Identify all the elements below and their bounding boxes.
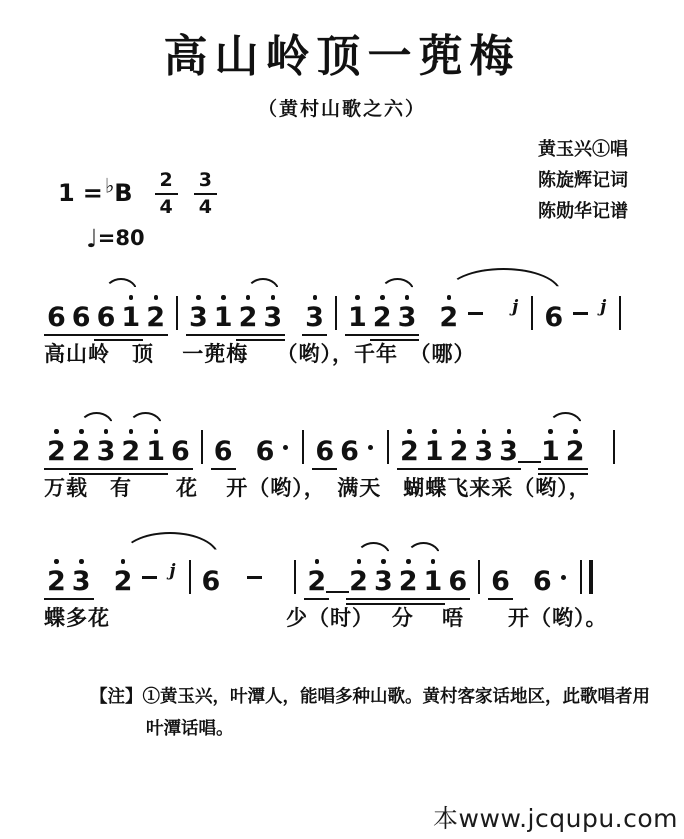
note: 6 — [201, 566, 221, 597]
footnote-line1: 【注】①黄玉兴，叶潭人，能唱多种山歌。黄村客家话地区，此歌唱者用 — [90, 686, 650, 706]
duration-dash — [142, 576, 157, 579]
octave-dot — [313, 295, 318, 300]
note: 6 — [47, 303, 66, 333]
beam-underline — [346, 598, 371, 600]
note: 6 — [491, 567, 510, 597]
beam-underline — [538, 468, 563, 470]
beam-underline — [312, 468, 337, 470]
octave-dot — [129, 429, 134, 434]
note: 1 — [214, 303, 233, 333]
key-note: B — [114, 178, 133, 207]
barline — [189, 560, 191, 594]
note: 2 — [146, 303, 165, 333]
watermark: 本www.jcqupu.com — [433, 804, 678, 833]
tempo-value: =80 — [97, 226, 145, 250]
beam-underline — [371, 598, 396, 600]
song-title: 高山岭顶一蔸梅 — [163, 31, 521, 82]
octave-dot — [246, 295, 251, 300]
beam-underline — [326, 591, 349, 593]
note: 1 — [541, 437, 560, 467]
octave-dot — [548, 429, 553, 434]
octave-dot — [221, 295, 226, 300]
music-system-2 — [44, 400, 672, 502]
meter-numerator: 2 — [155, 170, 178, 195]
beam-underline — [118, 473, 143, 475]
music-system-3 — [44, 530, 672, 632]
note: 6 — [544, 302, 564, 333]
octave-dot — [447, 295, 452, 300]
octave-dot — [54, 429, 59, 434]
flat-icon: ♭ — [104, 173, 115, 198]
beam-underline — [211, 334, 236, 336]
barline — [531, 296, 533, 330]
song-subtitle: （黄村山歌之六） — [257, 99, 426, 120]
beam-underline — [260, 334, 285, 336]
beam-underline — [371, 603, 396, 605]
beam-underline — [563, 468, 588, 470]
note: 3 — [263, 303, 282, 333]
quarter-note-icon: ♩ — [86, 224, 98, 253]
beam-underline — [518, 461, 541, 463]
note: 2 — [239, 303, 258, 333]
beam-underline — [69, 598, 94, 600]
note: 6 — [532, 566, 552, 597]
octave-dot — [355, 295, 360, 300]
key-tonic: 1 — [58, 178, 75, 207]
beam-underline — [236, 334, 261, 336]
time-signature-first — [155, 170, 178, 217]
beam-underline — [563, 473, 588, 475]
octave-dot — [79, 429, 84, 434]
barline — [302, 430, 304, 464]
spacer — [329, 560, 346, 590]
barline — [335, 296, 337, 330]
music-system-1 — [44, 266, 672, 368]
octave-dot — [381, 559, 386, 564]
credits-block — [538, 134, 628, 227]
grace-note: j — [600, 297, 607, 317]
beam-underline — [44, 468, 69, 470]
note: 6 — [315, 437, 334, 467]
octave-dot — [315, 559, 320, 564]
beam-underline — [143, 473, 168, 475]
grace-note: j — [512, 297, 519, 317]
spacer — [236, 430, 253, 460]
note: 2 — [47, 437, 66, 467]
time-signature-second — [194, 170, 217, 217]
note: 2 — [400, 437, 419, 467]
beam-underline — [396, 598, 421, 600]
note: 2 — [450, 437, 469, 467]
slur-arc — [406, 542, 441, 557]
augmentation-dot — [561, 575, 566, 580]
spacer — [269, 560, 286, 590]
beam-underline — [44, 334, 69, 336]
note: 1 — [348, 303, 367, 333]
note: 6 — [171, 437, 190, 467]
notation-row — [44, 266, 672, 333]
lyrics-row: 高山岭 顶 一蔸梅 （哟），千年 （哪） — [44, 342, 476, 366]
beam-underline — [345, 334, 370, 336]
note: 6 — [214, 437, 233, 467]
octave-dot — [129, 295, 134, 300]
octave-dot — [154, 429, 159, 434]
notation-row — [44, 400, 672, 467]
beam-underline — [447, 468, 472, 470]
slur-arc — [356, 542, 391, 557]
beam-underline — [488, 598, 513, 600]
note: 3 — [305, 303, 324, 333]
note: 2 — [373, 303, 392, 333]
octave-dot — [271, 295, 276, 300]
beam-underline — [94, 339, 119, 341]
footnote-line2: 叶潭话唱。 — [146, 718, 234, 738]
beam-underline — [397, 468, 422, 470]
meter-numerator: 3 — [194, 170, 217, 195]
barline — [613, 430, 615, 464]
octave-dot — [380, 295, 385, 300]
tempo-marking — [86, 224, 145, 253]
beam-underline — [396, 603, 421, 605]
note: 1 — [424, 567, 443, 597]
beam-underline — [445, 598, 470, 600]
final-barline — [580, 560, 593, 594]
beam-underline — [236, 339, 261, 341]
footnote — [90, 680, 654, 744]
spacer — [490, 296, 507, 326]
beam-underline — [168, 468, 193, 470]
meter-denominator: 4 — [159, 196, 173, 218]
beam-underline — [395, 339, 420, 341]
credit-lyrics-recorder: 陈旋辉记词 — [538, 170, 628, 190]
slur-arc — [380, 278, 415, 293]
note: 1 — [121, 303, 140, 333]
slur-arc — [548, 412, 583, 427]
duration-dash — [573, 312, 588, 315]
note: 3 — [97, 437, 116, 467]
duration-dash — [247, 576, 262, 579]
note: 2 — [439, 303, 458, 333]
note: 3 — [189, 303, 208, 333]
octave-dot — [104, 429, 109, 434]
grace-note: j — [169, 561, 176, 581]
beam-underline — [69, 473, 94, 475]
note: 2 — [72, 437, 91, 467]
note: 3 — [398, 303, 417, 333]
beam-underline — [94, 468, 119, 470]
beam-underline — [304, 598, 329, 600]
spacer — [223, 560, 240, 590]
note: 6 — [72, 303, 91, 333]
barline — [478, 560, 480, 594]
octave-dot — [154, 295, 159, 300]
beam-underline — [370, 334, 395, 336]
beam-underline — [118, 468, 143, 470]
notation-row — [44, 530, 672, 597]
beam-underline — [421, 603, 446, 605]
beam-underline — [422, 468, 447, 470]
barline — [619, 296, 621, 330]
spacer — [588, 430, 605, 460]
beam-underline — [496, 468, 521, 470]
spacer — [521, 430, 538, 460]
octave-dot — [431, 559, 436, 564]
slur-arc — [246, 278, 280, 293]
octave-dot — [406, 559, 411, 564]
lyrics-row: 蝶多花 少（时） 分 唔 开（哟）。 — [44, 606, 608, 630]
equals-sign: = — [82, 178, 103, 207]
beam-underline — [260, 339, 285, 341]
spacer — [419, 296, 436, 326]
octave-dot — [54, 559, 59, 564]
lyrics-row: 万载 有 花 开（哟）， 满天 蝴蝶飞来采（哟）， — [44, 476, 591, 500]
note: 2 — [349, 567, 368, 597]
beam-underline — [211, 468, 236, 470]
note: 2 — [114, 567, 133, 597]
note: 1 — [146, 437, 165, 467]
note: 1 — [425, 437, 444, 467]
note: 2 — [399, 567, 418, 597]
beam-underline — [186, 334, 211, 336]
beam-underline — [421, 598, 446, 600]
octave-dot — [407, 429, 412, 434]
beam-underline — [69, 468, 94, 470]
note: 6 — [448, 567, 467, 597]
note: 2 — [307, 567, 326, 597]
beam-underline — [94, 473, 119, 475]
beam-underline — [69, 334, 94, 336]
beam-underline — [471, 468, 496, 470]
beam-underline — [118, 339, 143, 341]
note: 3 — [374, 567, 393, 597]
note: 3 — [499, 437, 518, 467]
credit-score-recorder: 陈勋华记谱 — [538, 201, 628, 221]
credit-singer: 黄玉兴①唱 — [538, 139, 628, 159]
octave-dot — [573, 429, 578, 434]
beam-underline — [346, 603, 371, 605]
barline — [387, 430, 389, 464]
octave-dot — [196, 295, 201, 300]
slur-arc — [446, 268, 561, 293]
octave-dot — [405, 295, 410, 300]
note: 3 — [72, 567, 91, 597]
note: 2 — [566, 437, 585, 467]
beam-underline — [143, 468, 168, 470]
duration-dash — [468, 312, 483, 315]
beam-underline — [370, 339, 395, 341]
note: 2 — [121, 437, 140, 467]
note: 6 — [340, 436, 359, 467]
augmentation-dot — [283, 445, 288, 450]
beam-underline — [143, 334, 168, 336]
octave-dot — [482, 429, 487, 434]
augmentation-dot — [368, 445, 373, 450]
octave-dot — [432, 429, 437, 434]
octave-dot — [457, 429, 462, 434]
beam-underline — [44, 598, 69, 600]
octave-dot — [121, 559, 126, 564]
slur-arc — [79, 412, 114, 427]
slur-arc — [128, 412, 163, 427]
note: 3 — [474, 437, 493, 467]
spacer — [513, 560, 530, 590]
octave-dot — [507, 429, 512, 434]
barline — [176, 296, 178, 330]
meter-denominator: 4 — [198, 196, 213, 218]
note: 2 — [47, 567, 66, 597]
note: 6 — [255, 436, 275, 467]
beam-underline — [94, 334, 119, 336]
slur-arc — [104, 278, 138, 293]
octave-dot — [357, 559, 362, 564]
beam-underline — [118, 334, 143, 336]
key-signature — [58, 170, 217, 217]
spacer — [285, 296, 302, 326]
beam-underline — [302, 334, 327, 336]
beam-underline — [395, 334, 420, 336]
barline — [294, 560, 296, 594]
slur-arc — [121, 532, 219, 557]
note: 6 — [97, 303, 116, 333]
octave-dot — [79, 559, 84, 564]
barline — [201, 430, 203, 464]
spacer — [94, 560, 111, 590]
beam-underline — [538, 473, 563, 475]
